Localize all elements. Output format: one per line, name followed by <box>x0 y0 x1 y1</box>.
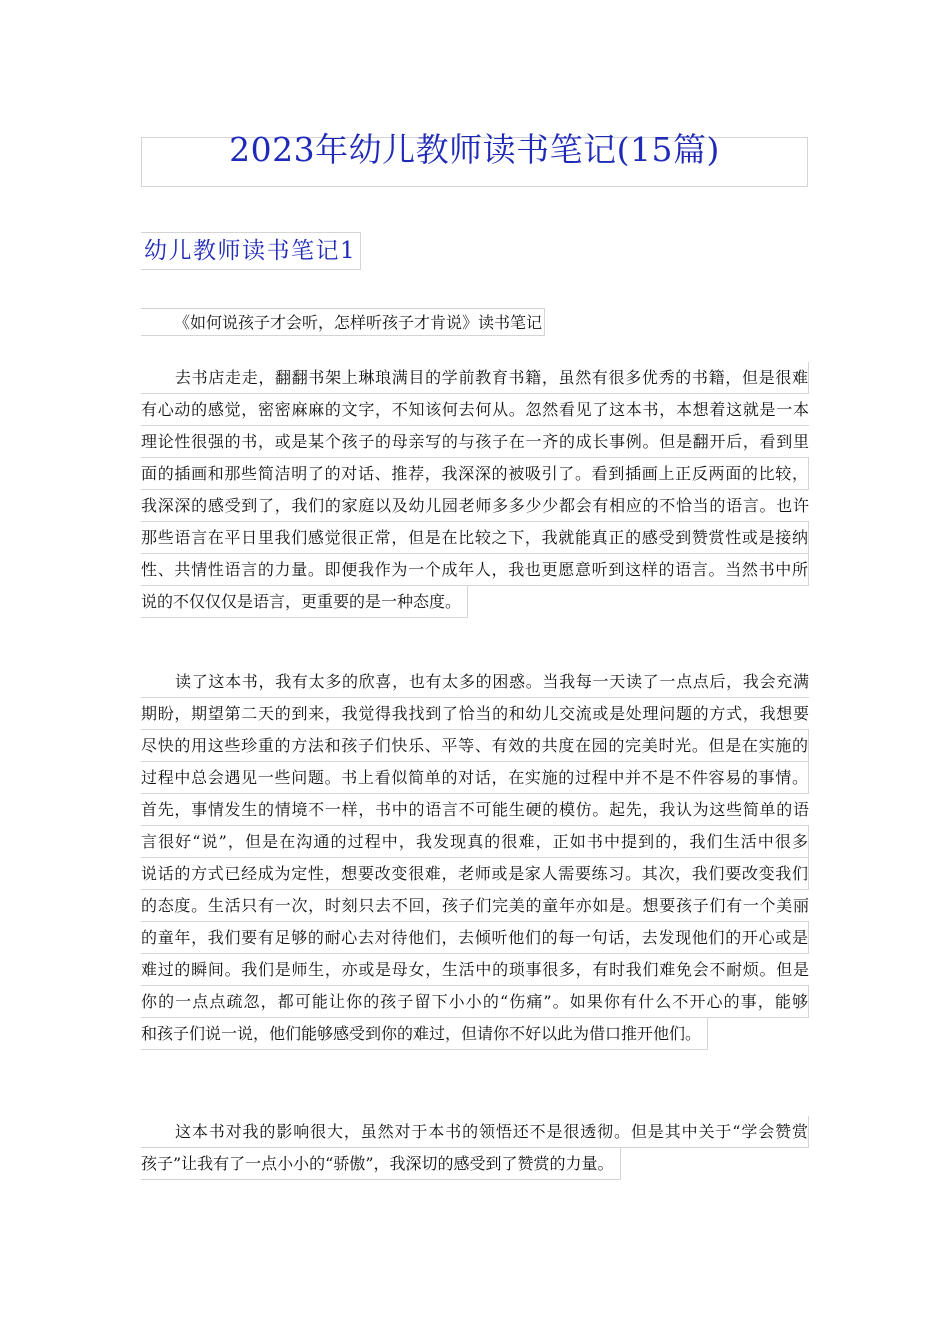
paragraph-3 <box>141 1116 809 1184</box>
paragraph-line: 过程中总会遇见一些问题。书上看似简单的对话，在实施的过程中并不是不件容易的事情。 <box>141 762 809 794</box>
paragraph-line: 难过的瞬间。我们是师生，亦或是母女，生活中的琐事很多，有时我们难免会不耐烦。但是 <box>141 954 809 986</box>
paragraph-line: 说的不仅仅仅是语言，更重要的是一种态度。 <box>141 586 468 618</box>
paragraph-line: 面的插画和那些简洁明了的对话、推荐，我深深的被吸引了。看到插画上正反两面的比较， <box>141 458 809 490</box>
paragraph-line: 尽快的用这些珍重的方法和孩子们快乐、平等、有效的共度在园的完美时光。但是在实施的 <box>141 730 809 762</box>
paragraph-line: 读了这本书，我有太多的欣喜，也有太多的困惑。当我每一天读了一点点后，我会充满 <box>141 666 809 698</box>
paragraph-line: 我深深的感受到了，我们的家庭以及幼儿园老师多多少少都会有相应的不恰当的语言。也许 <box>141 490 809 522</box>
paragraph-line: 的童年，我们要有足够的耐心去对待他们，去倾听他们的每一句话，去发现他们的开心或是 <box>141 922 809 954</box>
paragraph-2 <box>141 666 809 1054</box>
paragraph-line: 说话的方式已经成为定性，想要改变很难，老师或是家人需要练习。其次，我们要改变我们 <box>141 858 809 890</box>
document-title: 2023年幼儿教师读书笔记(15篇) <box>229 130 720 169</box>
paragraph-line: 首先，事情发生的情境不一样，书中的语言不可能生硬的模仿。起先，我认为这些简单的语 <box>141 794 809 826</box>
paragraph-line: 和孩子们说一说，他们能够感受到你的难过，但请你不好以此为借口推开他们。 <box>141 1018 708 1050</box>
paragraph-1 <box>141 362 809 622</box>
paragraph-line: 去书店走走，翻翻书架上琳琅满目的学前教育书籍，虽然有很多优秀的书籍，但是很难 <box>141 362 809 394</box>
paragraph-line: 理论性很强的书，或是某个孩子的母亲写的与孩子在一齐的成长事例。但是翻开后，看到里 <box>141 426 809 458</box>
paragraph-line: 期盼，期望第二天的到来，我觉得我找到了恰当的和幼儿交流或是处理问题的方式，我想要 <box>141 698 809 730</box>
article-subtitle: 《如何说孩子才会听，怎样听孩子才肯说》读书笔记 <box>141 308 545 336</box>
paragraph-line: 言很好“说”，但是在沟通的过程中，我发现真的很难，正如书中提到的，我们生活中很多 <box>141 826 809 858</box>
section-heading: 幼儿教师读书笔记1 <box>141 232 361 270</box>
paragraph-line: 孩子”让我有了一点小小的“骄傲”，我深切的感受到了赞赏的力量。 <box>141 1148 621 1180</box>
paragraph-line: 这本书对我的影响很大，虽然对于本书的领悟还不是很透彻。但是其中关于“学会赞赏 <box>141 1116 809 1148</box>
paragraph-line: 有心动的感觉，密密麻麻的文字，不知该何去何从。忽然看见了这本书，本想着这就是一本 <box>141 394 809 426</box>
paragraph-line: 性、共情性语言的力量。即便我作为一个成年人，我也更愿意听到这样的语言。当然书中所 <box>141 554 809 586</box>
paragraph-line: 你的一点点疏忽，都可能让你的孩子留下小小的“伤痛”。如果你有什么不开心的事，能够 <box>141 986 809 1018</box>
paragraph-line: 的态度。生活只有一次，时刻只去不回，孩子们完美的童年亦如是。想要孩子们有一个美丽 <box>141 890 809 922</box>
paragraph-line: 那些语言在平日里我们感觉很正常，但是在比较之下，我就能真正的感受到赞赏性或是接纳 <box>141 522 809 554</box>
